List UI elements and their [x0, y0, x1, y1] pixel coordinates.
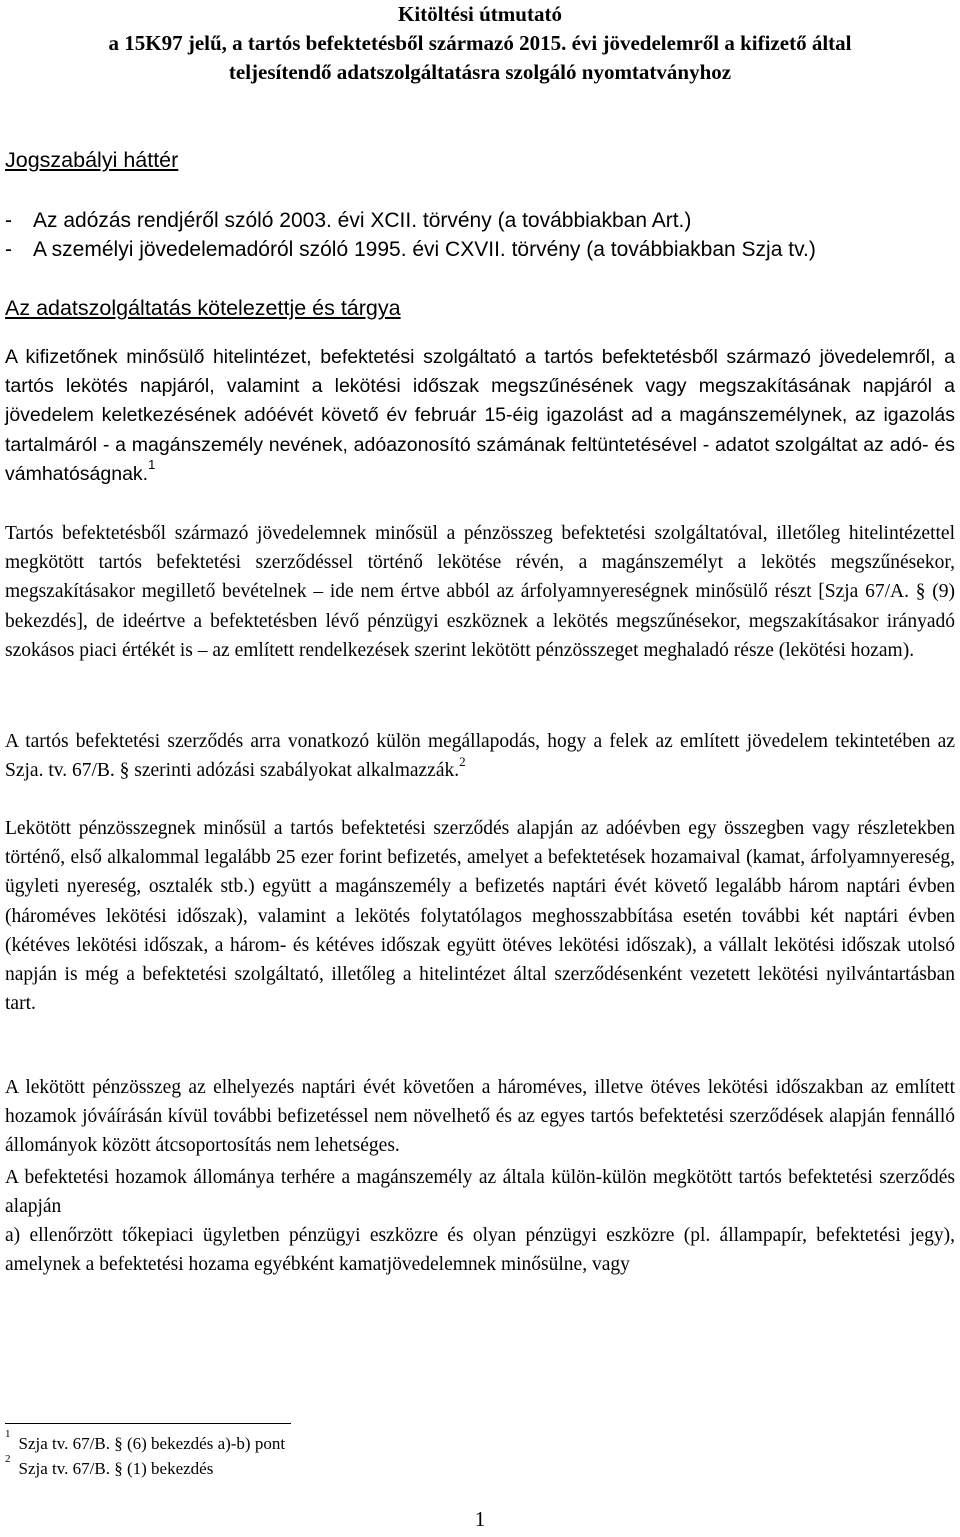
- footnotes: [5, 1428, 286, 1481]
- paragraph-1-text: A kifizetőnek minősülő hitelintézet, befektetési szolgáltató a tartós befektetésből származó jövedelemről, a tartós lekötés napjáról, valamint a lekötési időszak megszűnésének vagy megszakításának napjáról a jövedelem keletkezésének adóévét követő év február 15-éig igazolást ad a magánszemélynek, az igazolás tartalmáról - a magánszemély nevének, adóazonosító számának feltüntetésével - adatot szolgáltat az adó- és vámhatóságnak.: [5, 346, 955, 485]
- legal-background-list: [5, 206, 816, 264]
- list-item: [5, 235, 816, 264]
- list-dash: -: [5, 209, 12, 232]
- paragraph-1: [5, 343, 955, 489]
- footnote-item: [5, 1428, 286, 1456]
- paragraph-3: [5, 727, 955, 785]
- document-title: [0, 0, 960, 87]
- list-dash: -: [5, 238, 12, 261]
- legal-background-heading: Jogszabályi háttér: [5, 148, 179, 172]
- subject-heading: Az adatszolgáltatás kötelezettje és tárgya: [5, 296, 401, 320]
- list-item-text: Az adózás rendjéről szóló 2003. évi XCII. törvény (a továbbiakban Art.): [33, 209, 692, 232]
- paragraph-7: a) ellenőrzött tőkepiaci ügyletben pénzügyi eszközre és olyan pénzügyi eszközre (pl. állampapír, befektetési jegy), amelynek a befektetési hozama egyébként kamatjövedelemnek minősülne, vagy: [5, 1225, 955, 1276]
- footnote-number: 1: [5, 1428, 11, 1441]
- paragraph-6: A befektetési hozamok állománya terhére a magánszemély az általa külön-külön megkötött tartós befektetési szerződés alapján: [5, 1167, 955, 1218]
- title-line-3: teljesítendő adatszolgáltatásra szolgáló nyomtatványhoz: [228, 60, 732, 84]
- page-number: 1: [474, 1507, 486, 1531]
- footnote-ref-2[interactable]: 2: [459, 753, 466, 769]
- footnote-ref-1[interactable]: 1: [148, 457, 156, 473]
- title-line-2: a 15K97 jelű, a tartós befektetésből származó 2015. évi jövedelemről a kifizető által: [108, 31, 852, 55]
- paragraph-5: A lekötött pénzösszeg az elhelyezés naptári évét követően a hároméves, illetve ötéves lekötési időszakban az említett hozamok jóváírásán kívül további befizetéssel nem növelhető és az egyes tartós befektetési szerződések alapján fennálló állományok között átcsoportosítás nem lehetséges.: [5, 1077, 955, 1157]
- footnote-number: 2: [5, 1453, 11, 1466]
- paragraph-2: Tartós befektetésből származó jövedelemnek minősül a pénzösszeg befektetési szolgáltatóval, illetőleg hitelintézettel megkötött tartós befektetési szerződéssel történő lekötése révén, a magánszemélyt a lekötés megszűnésekor, megszakításakor megillető bevételnek – ide nem értve abból az árfolyamnyereségnek minősülő részt [Szja 67/A. § (9) bekezdés], de ideértve a befektetésben lévő pénzügyi eszköznek a lekötés megszűnésekor, megszakításakor irányadó szokásos piaci értékét is – az említett rendelkezések szerint lekötött pénzösszeget meghaladó része (lekötési hozam).: [5, 523, 955, 661]
- footnote-divider: [5, 1423, 291, 1424]
- footnote-text: Szja tv. 67/B. § (6) bekezdés a)-b) pont: [18, 1434, 286, 1453]
- list-item-text: A személyi jövedelemadóról szóló 1995. évi CXVII. törvény (a továbbiakban Szja tv.): [33, 238, 816, 261]
- title-line-1: Kitöltési útmutató: [398, 2, 562, 26]
- list-item: [5, 206, 816, 235]
- footnote-text: Szja tv. 67/B. § (1) bekezdés: [18, 1459, 214, 1478]
- paragraph-4: Lekötött pénzösszegnek minősül a tartós befektetési szerződés alapján az adóévben egy összegben vagy részletekben történő, első alkalommal legalább 25 ezer forint befizetés, amelyet a befektetések hozamaival (kamat, árfolyamnyereség, ügyleti nyereség, osztalék stb.) együtt a magánszemély a befizetés naptári évét követő legalább három naptári évben (hároméves lekötési időszak), valamint a lekötés folytatólagos meghosszabbítása esetén további két naptári évben (kétéves lekötési időszak, a három- és kétéves időszak együtt ötéves lekötési időszak), a vállalt lekötési időszak utolsó napján is még a befektetési szolgáltató, illetőleg a hitelintézet által szerződésenként vezetett lekötési nyilvántartásban tart.: [5, 818, 955, 1015]
- footnote-item: [5, 1453, 285, 1481]
- paragraph-3-text: A tartós befektetési szerződés arra vonatkozó külön megállapodás, hogy a felek az említett jövedelem tekintetében az Szja. tv. 67/B. § szerinti adózási szabályokat alkalmazzák.: [5, 731, 955, 782]
